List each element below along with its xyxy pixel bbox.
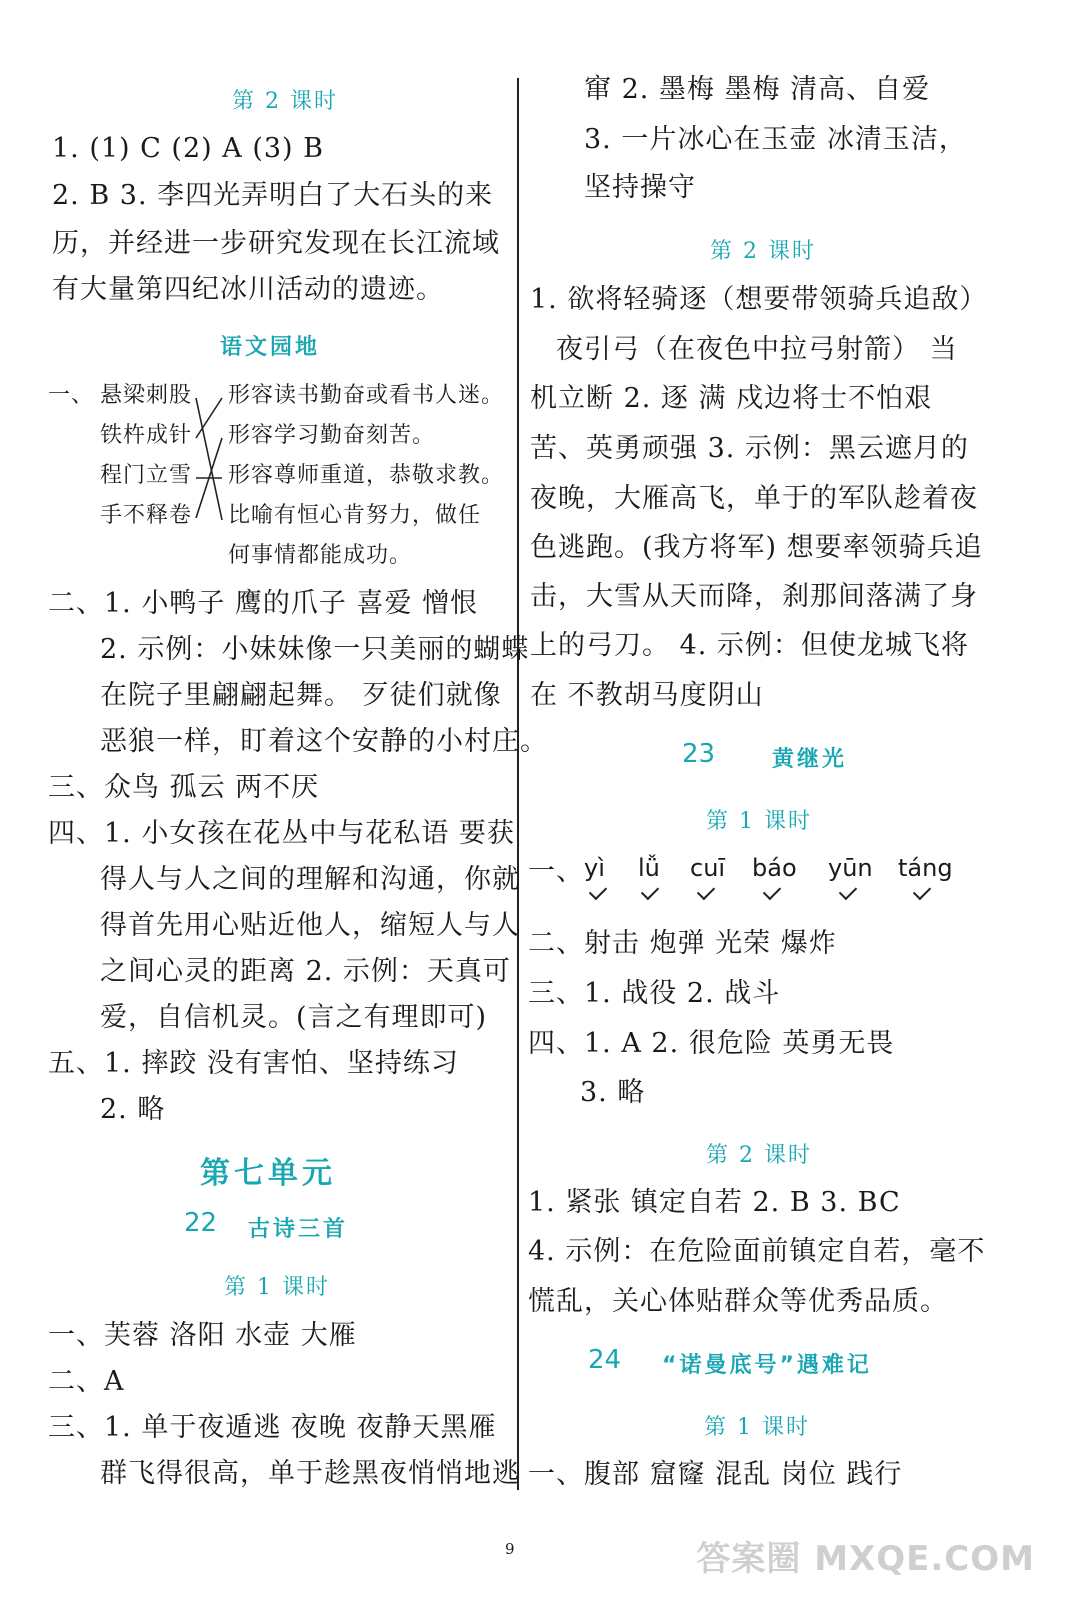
answer-line: 三、众鸟 孤云 两不厌 [48, 772, 320, 803]
answer-line: 有大量第四纪冰川活动的遗迹。 [52, 274, 444, 305]
pinyin-item: táng [898, 854, 953, 882]
answer-line: 二、1. 小鸭子 鹰的爪子 喜爱 憎恨 [48, 588, 479, 619]
answer-line: 色逃跑。(我方将军) 想要率领骑兵追 [530, 532, 983, 563]
pinyin-item: cuī [690, 854, 726, 882]
column-divider [517, 78, 519, 1490]
check-mark-icon [763, 882, 781, 900]
lesson-heading: 第 2 课时 [710, 239, 816, 264]
lesson-heading: 第 1 课时 [704, 1415, 810, 1440]
match-left-item: 手不释卷 [100, 503, 193, 528]
question-prefix: 一、 [528, 856, 584, 887]
answer-line: 1. 紧张 镇定自若 2. B 3. BC [528, 1187, 901, 1218]
pinyin-item: báo [752, 854, 797, 882]
match-left-item: 悬梁刺股 [100, 383, 193, 408]
match-left-item: 铁杵成针 [100, 423, 193, 448]
answer-line: 3. 略 [580, 1077, 646, 1108]
answer-line: 群飞得很高，单于趁黑夜悄悄地逃 [100, 1458, 520, 1489]
unit-heading: 第七单元 [200, 1156, 336, 1191]
answer-line: 二、射击 炮弹 光荣 爆炸 [528, 928, 837, 959]
lesson-heading: 第 1 课时 [224, 1275, 330, 1300]
answer-line: 坚持操守 [584, 172, 696, 203]
answer-line: 恶狼一样，盯着这个安静的小村庄。 [100, 726, 548, 757]
answer-line: 夜晚，大雁高飞，单于的军队趁着夜 [530, 483, 978, 514]
lesson-number: 23 [682, 739, 716, 769]
match-right-item: 形容尊师重道，恭敬求教。 [228, 463, 505, 488]
answer-line: 爱，自信机灵。(言之有理即可) [100, 1002, 488, 1033]
lesson-heading: 第 2 课时 [706, 1143, 812, 1168]
answer-line: 4. 示例：在危险面前镇定自若，毫不 [528, 1236, 986, 1267]
answer-line: 一、芙蓉 洛阳 水壶 大雁 [48, 1320, 357, 1351]
answer-line: 三、1. 战役 2. 战斗 [528, 978, 781, 1009]
lesson-heading: 第 1 课时 [706, 809, 812, 834]
answer-line: 慌乱，关心体贴群众等优秀品质。 [528, 1286, 948, 1317]
answer-line: 2. B 3. 李四光弄明白了大石头的来 [52, 180, 494, 211]
match-right-item: 形容读书勤奋或看书人迷。 [228, 383, 505, 408]
answer-line: 2. 略 [100, 1094, 166, 1125]
lesson-number: 22 [184, 1208, 218, 1238]
answer-line: 窜 2. 墨梅 墨梅 清高、自爱 [584, 74, 931, 105]
match-right-item: 何事情都能成功。 [228, 543, 413, 568]
answer-line: 得人与人之间的理解和沟通，你就 [100, 864, 520, 895]
lesson-title: 古诗三首 [248, 1217, 349, 1242]
answer-line: 夜引弓（在夜色中拉弓射箭） 当 [556, 334, 958, 365]
answer-line: 二、A [48, 1366, 125, 1397]
answer-line: 三、1. 单于夜遁逃 夜晚 夜静天黑雁 [48, 1412, 497, 1443]
answer-line: 1. 欲将轻骑逐（想要带领骑兵追敌） [530, 284, 988, 315]
answer-line: 一、腹部 窟窿 混乱 岗位 践行 [528, 1459, 903, 1490]
answer-line: 在 不教胡马度阴山 [530, 680, 764, 711]
answer-line: 2. 示例：小妹妹像一只美丽的蝴蝶 [100, 634, 530, 665]
pinyin-item: yūn [828, 854, 873, 882]
check-mark-icon [697, 882, 715, 900]
check-mark-icon [641, 882, 659, 900]
answer-line: 得首先用心贴近他人，缩短人与人 [100, 910, 520, 941]
pinyin-item: yì [584, 854, 605, 882]
check-mark-icon [589, 882, 607, 900]
check-mark-icon [913, 882, 931, 900]
answer-line: 五、1. 摔跤 没有害怕、坚持练习 [48, 1048, 459, 1079]
answer-line: 之间心灵的距离 2. 示例：天真可 [100, 956, 511, 987]
question-prefix: 一、 [48, 383, 95, 408]
pinyin-item: lǚ [638, 854, 660, 882]
lesson-heading: 第 2 课时 [232, 89, 338, 114]
answer-line: 击，大雪从天而降，刹那间落满了身 [530, 581, 978, 612]
match-right-item: 形容学习勤奋刻苦。 [228, 423, 436, 448]
page-number: 9 [505, 1540, 515, 1558]
match-left-item: 程门立雪 [100, 463, 193, 488]
answer-line: 苦、英勇顽强 3. 示例：黑云遮月的 [530, 433, 969, 464]
answer-line: 在院子里翩翩起舞。 歹徒们就像 [100, 680, 502, 711]
match-right-item: 比喻有恒心肯努力，做任 [228, 503, 482, 528]
answer-line: 上的弓刀。 4. 示例：但使龙城飞将 [530, 630, 969, 661]
answer-line: 机立断 2. 逐 满 戍边将士不怕艰 [530, 383, 933, 414]
lesson-title: “诺曼底号”遇难记 [662, 1353, 872, 1378]
lesson-title: 黄继光 [772, 747, 848, 772]
answer-line: 历，并经进一步研究发现在长江流域 [52, 228, 500, 259]
answer-line: 1. (1) C (2) A (3) B [52, 133, 324, 164]
lesson-number: 24 [588, 1345, 622, 1375]
section-heading: 语文园地 [220, 335, 321, 360]
match-lines [192, 384, 228, 524]
answer-line: 四、1. A 2. 很危险 英勇无畏 [528, 1028, 895, 1059]
answer-line: 四、1. 小女孩在花丛中与花私语 要获 [48, 818, 515, 849]
watermark: 答案圈 MXQE.COM [696, 1539, 1035, 1579]
check-mark-icon [839, 882, 857, 900]
answer-line: 3. 一片冰心在玉壶 冰清玉洁， [584, 124, 967, 155]
